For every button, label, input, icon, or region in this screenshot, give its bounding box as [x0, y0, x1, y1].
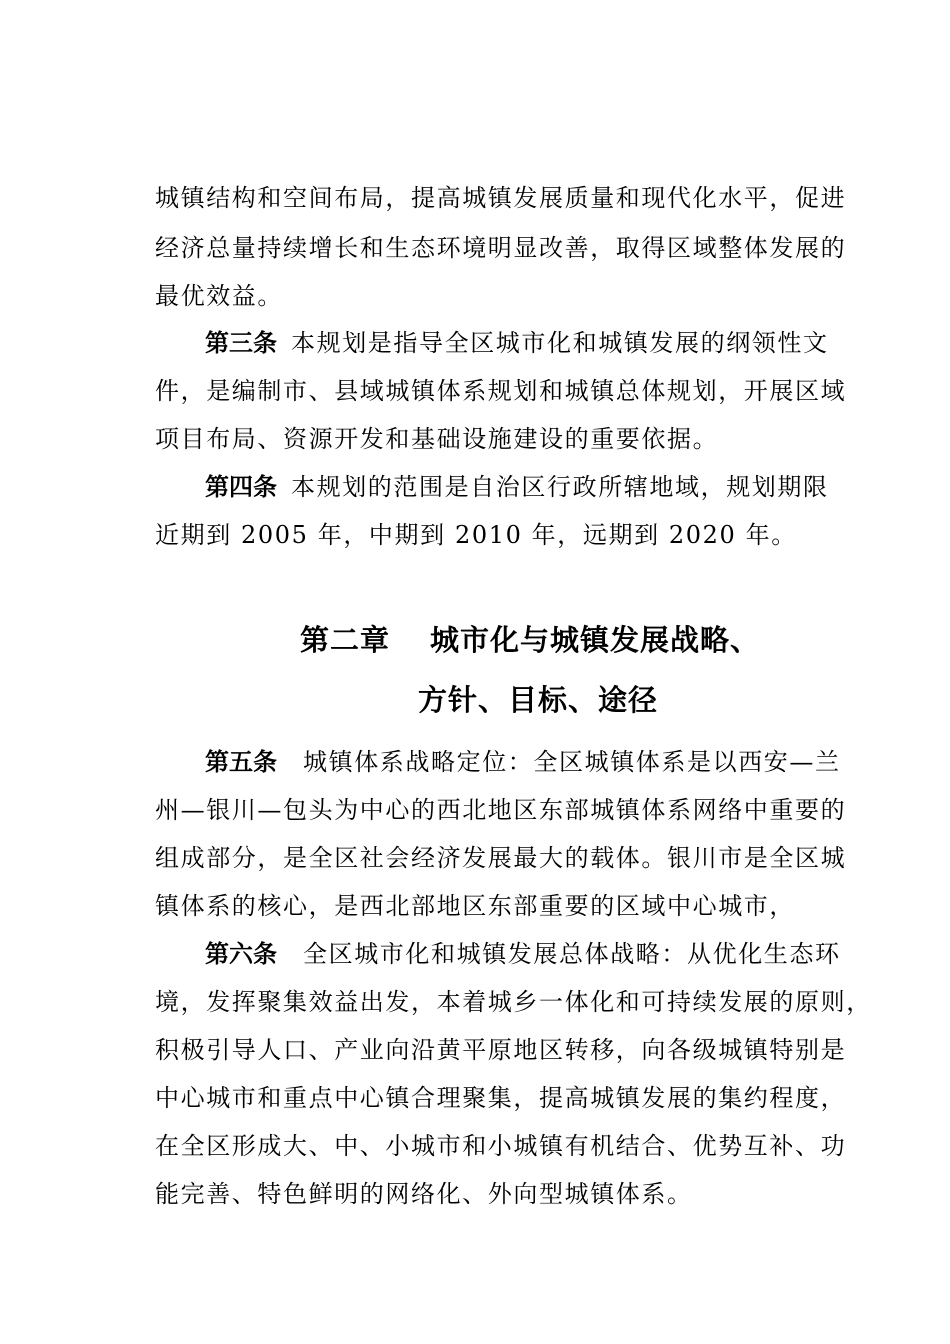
paragraph-line: 境，发挥聚集效益出发，本着城乡一体化和可持续发展的原则， [155, 988, 872, 1016]
paragraph-line: 州—银川—包头为中心的西北地区东部城镇体系网络中重要的 [155, 796, 847, 824]
article-text: 全区城市化和城镇发展总体战略：从优化生态环 [303, 940, 841, 968]
article-text: 本规划的范围是自治区行政所辖地域，规划期限 [291, 473, 829, 501]
article-6-first-line [205, 934, 841, 974]
paragraph-line: 组成部分，是全区社会经济发展最大的载体。银川市是全区城 [155, 844, 847, 872]
paragraph-line: 在全区形成大、中、小城市和小城镇有机结合、优势互补、功 [155, 1132, 847, 1160]
paragraph-line: 最优效益。 [155, 282, 283, 310]
article-3-label: 第三条 [205, 329, 277, 357]
chapter-number: 第二章 [300, 623, 391, 657]
paragraph-line: 中心城市和重点中心镇合理聚集，提高城镇发展的集约程度， [155, 1084, 847, 1112]
chapter-title-line-2: 方针、目标、途径 [418, 683, 659, 717]
paragraph-line: 经济总量持续增长和生态环境明显改善，取得区域整体发展的 [155, 234, 847, 262]
paragraph-line: 积极引导人口、产业向沿黄平原地区转移，向各级城镇特别是 [155, 1036, 847, 1064]
paragraph-line: 近期到 2005 年，中期到 2010 年，远期到 2020 年。 [155, 521, 797, 549]
paragraph-line: 能完善、特色鲜明的网络化、外向型城镇体系。 [155, 1180, 693, 1208]
article-5-first-line [205, 742, 841, 782]
paragraph-line: 件，是编制市、县域城镇体系规划和城镇总体规划，开展区域 [155, 377, 847, 405]
article-3-first-line [205, 323, 829, 363]
article-4-label: 第四条 [205, 473, 277, 501]
article-6-label: 第六条 [205, 940, 277, 968]
paragraph-line: 项目布局、资源开发和基础设施建设的重要依据。 [155, 425, 719, 453]
chapter-title-line-1: 城市化与城镇发展战略、 [430, 623, 761, 657]
paragraph-line: 城镇结构和空间布局，提高城镇发展质量和现代化水平，促进 [155, 184, 847, 212]
article-4-first-line [205, 467, 829, 507]
article-text: 本规划是指导全区城市化和城镇发展的纲领性文 [291, 329, 829, 357]
paragraph-line: 镇体系的核心，是西北部地区东部重要的区域中心城市， [155, 892, 795, 920]
article-text: 城镇体系战略定位：全区城镇体系是以西安—兰 [303, 748, 841, 776]
article-5-label: 第五条 [205, 748, 277, 776]
